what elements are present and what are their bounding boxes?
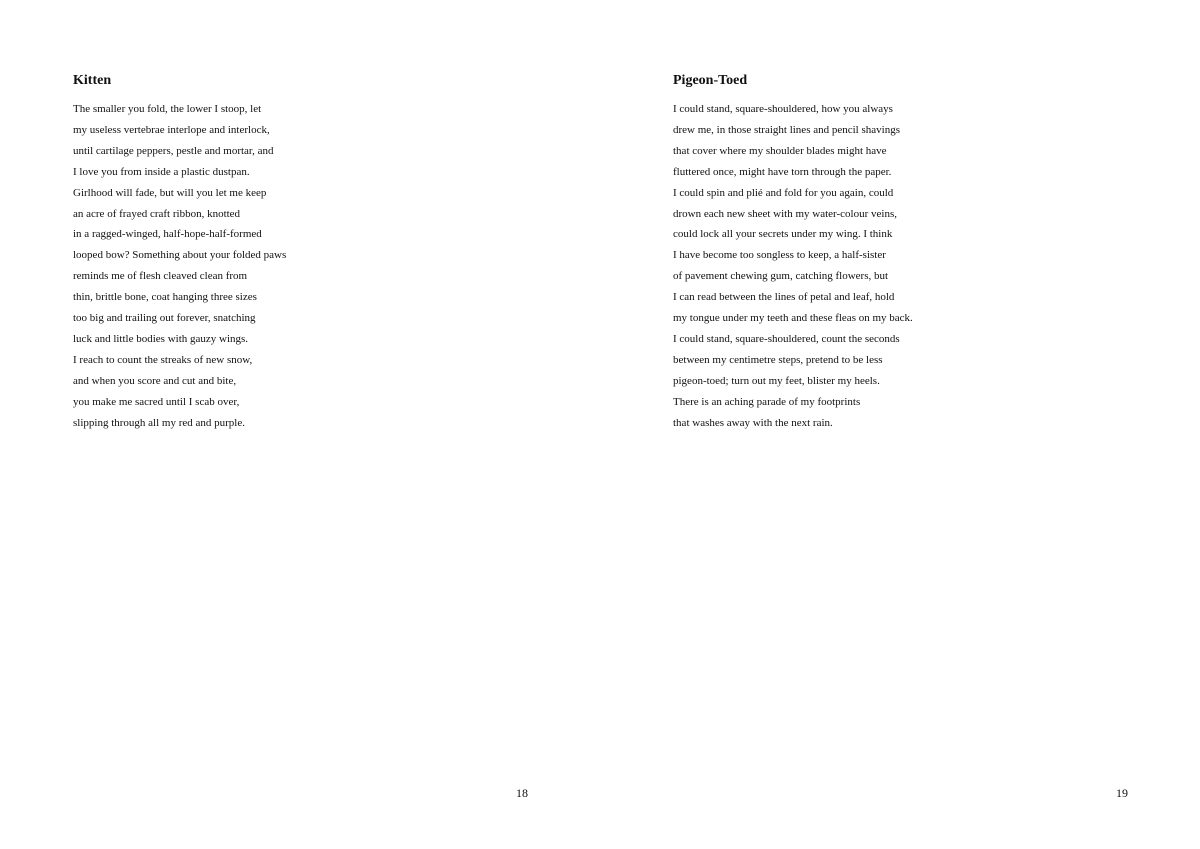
poem-line: my tongue under my teeth and these fleas on my back. — [673, 312, 913, 325]
poem-line: too big and trailing out forever, snatching — [73, 312, 256, 325]
poem-pigeon-toed — [673, 72, 913, 434]
poem-lines — [73, 99, 286, 434]
poem-line: you make me sacred until I scab over, — [73, 395, 240, 408]
poem-line: slipping through all my red and purple. — [73, 416, 245, 429]
poem-line: I could stand, square-shouldered, how you always — [673, 103, 893, 115]
right-page — [600, 0, 1200, 849]
page-number: 18 — [516, 786, 528, 800]
poem-line: looped bow? Something about your folded paws — [73, 249, 287, 262]
poem-line: The smaller you fold, the lower I stoop, let — [73, 103, 262, 115]
poem-line: and when you score and cut and bite, — [73, 374, 237, 387]
poem-line: There is an aching parade of my footprints — [673, 395, 861, 408]
poem-line: pigeon-toed; turn out my feet, blister my heels. — [673, 374, 880, 387]
poem-line: of pavement chewing gum, catching flowers, but — [673, 270, 889, 283]
poem-line: that cover where my shoulder blades might have — [673, 144, 887, 157]
poem-title: Pigeon-Toed — [673, 73, 748, 88]
poem-lines — [673, 99, 913, 434]
page-number: 19 — [1116, 786, 1128, 800]
poem-line: thin, brittle bone, coat hanging three sizes — [73, 291, 257, 304]
poem-line: I reach to count the streaks of new snow, — [73, 353, 253, 366]
poem-line: an acre of frayed craft ribbon, knotted — [73, 207, 241, 220]
poem-line: could lock all your secrets under my wing. I think — [673, 228, 893, 241]
poem-line: in a ragged-winged, half-hope-half-formed — [73, 228, 262, 241]
poem-line: luck and little bodies with gauzy wings. — [73, 332, 249, 345]
poem-line: fluttered once, might have torn through the paper. — [673, 165, 892, 178]
poem-line: reminds me of flesh cleaved clean from — [73, 270, 248, 283]
poem-kitten — [73, 72, 286, 434]
poem-line: between my centimetre steps, pretend to be less — [673, 353, 883, 366]
poem-line: that washes away with the next rain. — [673, 416, 833, 429]
poem-line: I can read between the lines of petal and leaf, hold — [673, 291, 895, 304]
poem-line: I have become too songless to keep, a half-sister — [673, 249, 886, 262]
poem-title: Kitten — [73, 73, 112, 88]
poem-line: drown each new sheet with my water-colour veins, — [673, 207, 897, 220]
poem-line: my useless vertebrae interlope and interlock, — [73, 123, 270, 136]
poem-line: I love you from inside a plastic dustpan. — [73, 165, 250, 178]
poem-line: I could spin and plié and fold for you again, could — [673, 186, 894, 199]
poem-line: I could stand, square-shouldered, count the seconds — [673, 332, 900, 345]
poem-line: until cartilage peppers, pestle and mortar, and — [73, 144, 274, 157]
poem-line: Girlhood will fade, but will you let me keep — [73, 186, 267, 199]
poem-line: drew me, in those straight lines and pencil shavings — [673, 123, 900, 136]
